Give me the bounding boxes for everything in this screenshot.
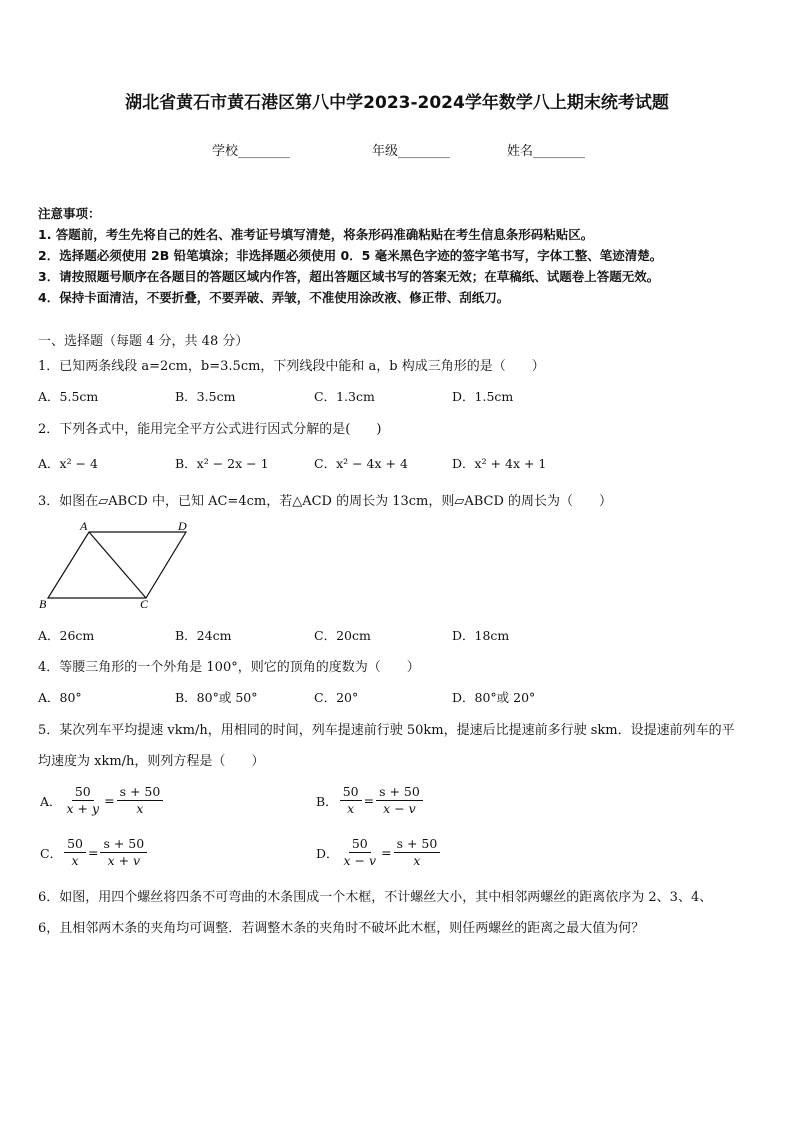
question-6-line1: 6．如图，用四个螺丝将四条不可弯曲的木条围成一个木框，不计螺丝大小，其中相邻两螺丝的距离依序为 2、3、4、 (38, 890, 713, 905)
section-heading: 一、选择题（每题 4 分，共 48 分） (38, 334, 249, 349)
q2-option-a: A．x² − 4 (38, 456, 98, 471)
q1-option-a: A．5.5cm (38, 389, 99, 404)
question-2: 2．下列各式中，能用完全平方公式进行因式分解的是( ) (38, 422, 382, 437)
figure-label-c: C (140, 597, 149, 611)
q4-option-c: C．20° (314, 690, 359, 705)
grade-field: 年级________ (372, 144, 451, 159)
q2-option-b: B．x² − 2x − 1 (175, 456, 269, 471)
page-title: 湖北省黄石市黄石港区第八中学2023-2024学年数学八上期末统考试题 (125, 93, 669, 113)
q2-option-d: D．x² + 4x + 1 (452, 456, 547, 471)
q4-option-d: D．80°或 20° (452, 690, 536, 705)
question-5-line2: 均速度为 xkm/h，则列方程是（ ） (38, 754, 265, 769)
q2-option-c: C．x² − 4x + 4 (314, 456, 408, 471)
q3-option-d: D．18cm (452, 628, 510, 643)
name-field: 姓名________ (507, 144, 586, 159)
option-label: D． (316, 845, 339, 861)
question-1: 1．已知两条线段 a=2cm，b=3.5cm，下列线段中能和 a，b 构成三角形的是（ ） (38, 359, 545, 374)
figure-label-b: B (39, 597, 47, 611)
option-label: C． (40, 845, 63, 861)
notice-item: 2．选择题必须使用 2B 铅笔填涂；非选择题必须使用 0．5 毫米黑色字迹的签字笔书写，字体工整、笔迹清楚。 (38, 248, 663, 263)
notice-item: 3．请按照题号顺序在各题目的答题区域内作答，超出答题区域书写的答案无效；在草稿纸、试题卷上答题无效。 (38, 269, 660, 284)
parallelogram-figure (36, 516, 206, 612)
q4-option-a: A．80° (38, 690, 82, 705)
q3-option-b: B．24cm (175, 628, 232, 643)
q5-option-d: D． $\frac{50}{x - v}$ = $\frac{s + 50}{x}$ (314, 836, 440, 869)
question-6-line2: 6，且相邻两木条的夹角均可调整．若调整木条的夹角时不破坏此木框，则任两螺丝的距离之最大值为何？ (38, 921, 645, 936)
q5-option-b: B． $\frac{50}{x}$ = $\frac{s + 50}{x - v}$ (314, 784, 423, 817)
figure-label-d: D (178, 519, 187, 533)
q5-option-a: A． $\frac{50}{x + y}$ = $\frac{s + 50}{x}$ (38, 784, 163, 817)
option-label: A． (40, 793, 62, 809)
notice-heading: 注意事项： (38, 206, 101, 221)
q1-option-d: D．1.5cm (452, 389, 514, 404)
question-5-line1: 5．某次列车平均提速 vkm/h，用相同的时间，列车提速前行驶 50km，提速后比提速前多行驶 skm．设提速前列车的平 (38, 723, 735, 738)
q5-option-c: C． $\frac{50}{x}$ = $\frac{s + 50}{x + v}$ (38, 836, 147, 869)
notice-item: 1. 答题前，考生先将自己的姓名、准考证号填写清楚，将条形码准确粘贴在考生信息条形码粘贴区。 (38, 227, 594, 242)
q1-option-b: B．3.5cm (175, 389, 236, 404)
figure-label-a: A (80, 519, 88, 533)
q3-option-a: A．26cm (38, 628, 95, 643)
question-3: 3．如图在▱ABCD 中，已知 AC=4cm，若△ACD 的周长为 13cm，则▱ABCD 的周长为（ ） (38, 494, 613, 509)
notice-item: 4．保持卡面清洁，不要折叠，不要弄破、弄皱，不准使用涂改液、修正带、刮纸刀。 (38, 290, 510, 305)
school-field: 学校________ (212, 144, 291, 159)
q4-option-b: B．80°或 50° (175, 690, 258, 705)
question-4: 4．等腰三角形的一个外角是 100°，则它的顶角的度数为（ ） (38, 660, 420, 675)
q1-option-c: C．1.3cm (314, 389, 375, 404)
q3-option-c: C．20cm (314, 628, 371, 643)
option-label: B． (316, 793, 338, 809)
